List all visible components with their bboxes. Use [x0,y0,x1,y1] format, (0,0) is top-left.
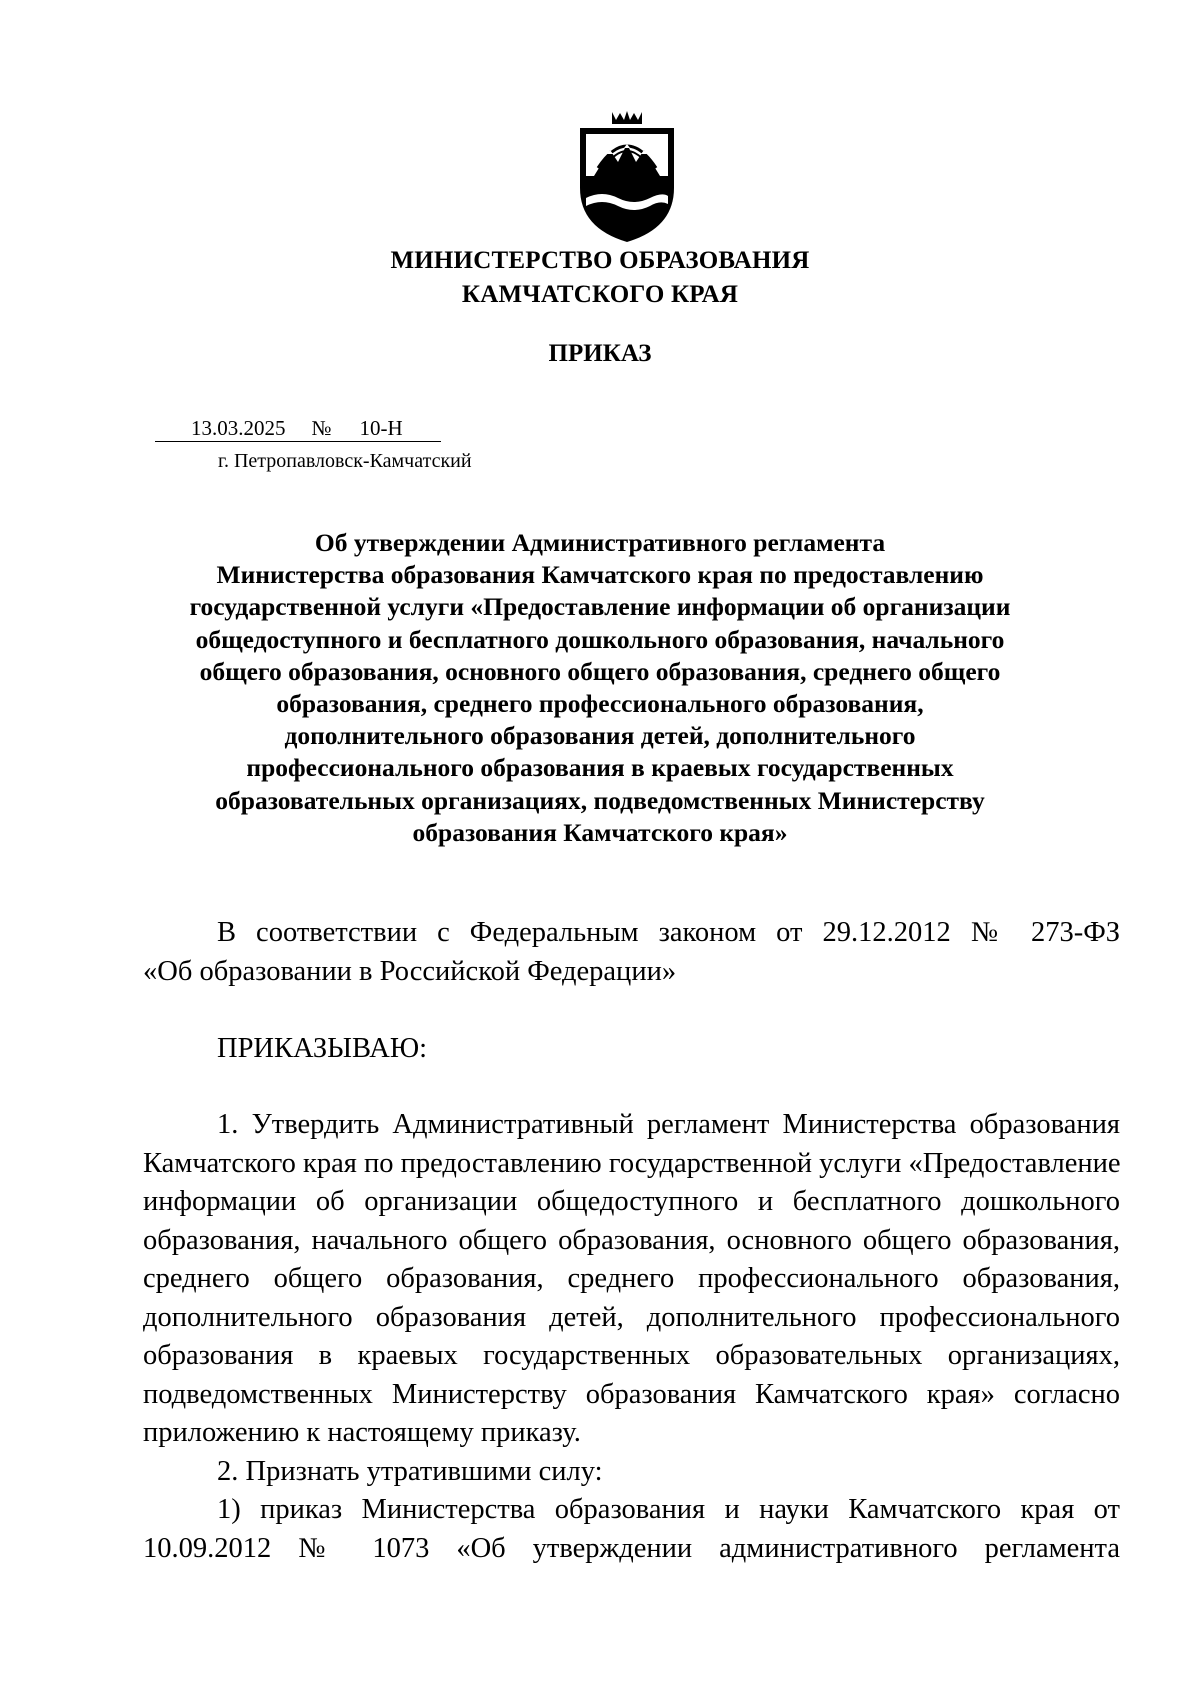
item-1-line: дополнительного образования детей, дополнительного профессионального [143,1301,1120,1333]
item-2: 2. Признать утратившими силу: [217,1455,603,1487]
item-2-1-line: 1) приказ Министерства образования и науки Камчатского края от [217,1494,1120,1525]
subject-line: образования, среднего профессионального образования, [276,689,924,719]
preamble [143,914,1120,991]
subject-line: дополнительного образования детей, дополнительного [284,721,916,751]
subject-line: государственной услуги «Предоставление информации об организации [189,592,1011,622]
subject-line: общего образования, основного общего образования, среднего общего [199,656,1001,686]
subject-line: общедоступного и бесплатного дошкольного образования, начального [195,624,1005,654]
subject-line: образования Камчатского края» [412,817,788,847]
order-subject [140,527,1060,849]
preamble-line: «Об образовании в Российской Федерации» [143,955,677,987]
preamble-line: В соответствии с Федеральным законом от 29.12.2012 № 273-ФЗ [217,917,1120,948]
subject-line: профессионального образования в краевых государственных [246,753,954,783]
item-1-line: Камчатского края по предоставлению государственной услуги «Предоставление [143,1147,1121,1179]
item-1-line: приложению к настоящему приказу. [143,1417,581,1448]
item-1-line: среднего общего образования, среднего профессионального образования, [143,1263,1120,1294]
document-type: ПРИКАЗ [548,340,652,367]
order-word [143,1030,1120,1069]
item-1-line: образования в краевых государственных образовательных организациях, [143,1340,1120,1371]
subject-line: Об утверждении Административного регламента [314,528,886,557]
city: г. Петропавловск-Камчатский [218,450,472,472]
item-1 [143,1106,1120,1568]
item-1-line: подведомственных Министерству образования Камчатского края» согласно [143,1378,1120,1410]
item-1-line: образования, начального общего образования, основного общего образования, [143,1224,1120,1256]
ministry-name [0,244,1200,312]
number-sign: № [311,416,332,440]
date-number-line [155,416,441,442]
order-number: 10-Н [332,416,441,442]
item-2-1-line: 10.09.2012 № 1073 «Об утверждении административного регламента [143,1532,1120,1564]
order-date: 13.03.2025 [155,416,312,442]
subject-line: Министерства образования Камчатского края по предоставлению [216,560,984,590]
item-1-line: информации об организации общедоступного и бесплатного дошкольного [143,1186,1120,1217]
ministry-line-1: МИНИСТЕРСТВО ОБРАЗОВАНИЯ [390,247,810,274]
subject-line: образовательных организациях, подведомственных Министерству [215,785,985,815]
kamchatka-coat-of-arms-icon [572,110,682,244]
order-word-text: ПРИКАЗЫВАЮ: [217,1033,428,1064]
item-1-line: 1. Утвердить Административный регламент Министерства образования [217,1109,1120,1140]
ministry-line-2: КАМЧАТСКОГО КРАЯ [461,281,739,308]
